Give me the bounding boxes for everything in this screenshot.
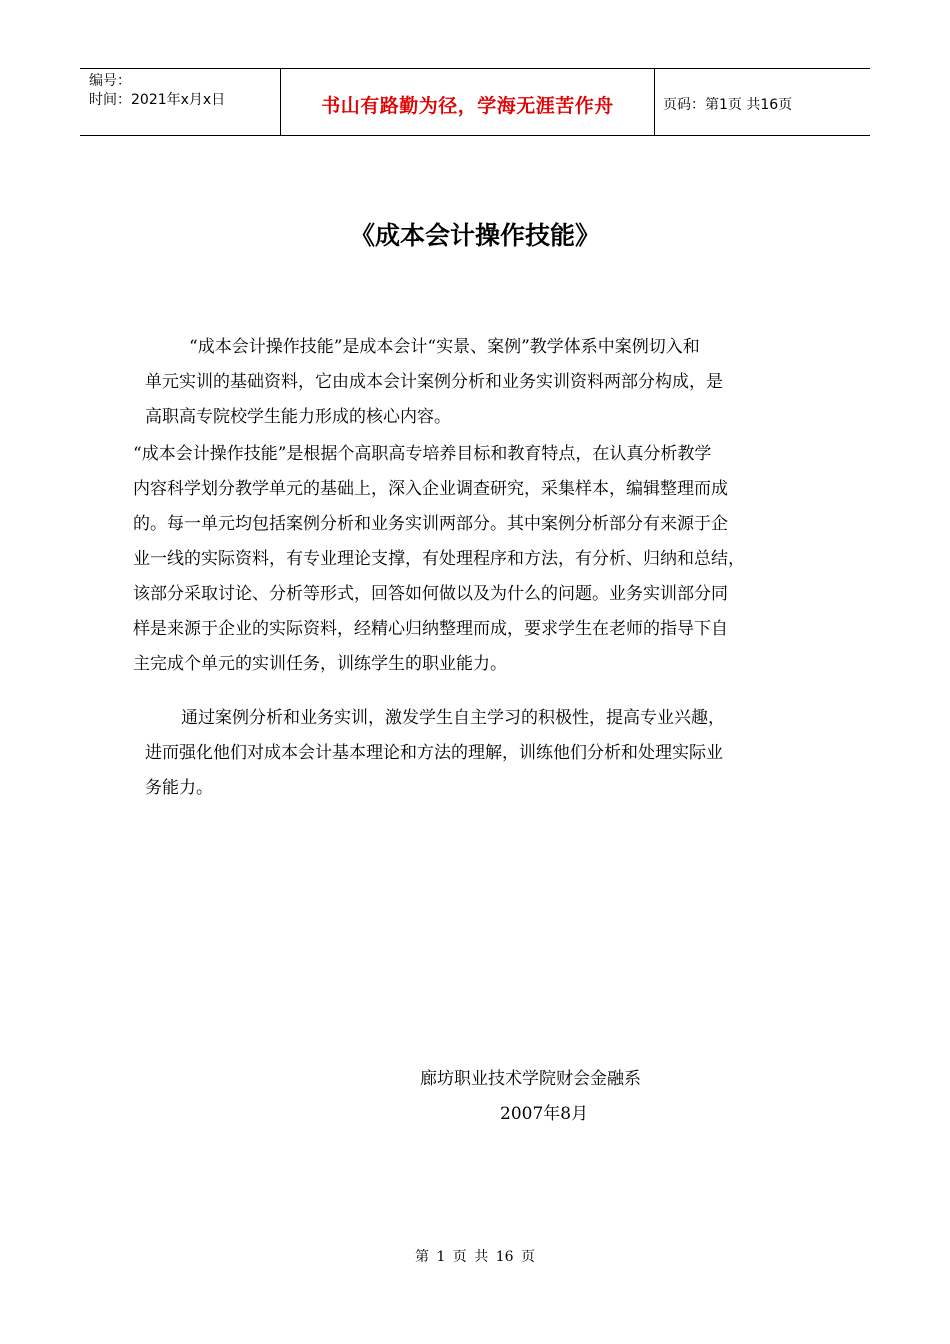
motto-text: 书山有路勤为径，学海无涯苦作舟 [321,94,614,117]
paragraph-line: 单元实训的基础资料，它由成本会计案例分析和业务实训资料两部分构成，是 [145,372,723,392]
paragraph-line: 进而强化他们对成本会计基本理论和方法的理解，训练他们分析和处理实际业 [145,743,723,763]
paragraph-line: “成本会计操作技能”是根据个高职高专培养目标和教育特点，在认真分析教学 [133,444,712,464]
paragraph-line: 高职高专院校学生能力形成的核心内容。 [145,407,451,427]
header-meta [80,69,281,135]
paragraph-line: “成本会计操作技能”是成本会计“实景、案例”教学体系中案例切入和 [189,337,700,357]
document-title: 《成本会计操作技能》 [349,221,600,250]
paragraph-line: 该部分采取讨论、分析等形式，回答如何做以及为什么的问题。业务实训部分同 [133,584,728,604]
serial-number-label: 编号： [89,73,131,89]
header-page-info [655,69,870,135]
signature-block [420,1062,641,1132]
paragraph-description [133,437,745,682]
paragraph-line: 内容科学划分教学单元的基础上，深入企业调查研究，采集样本，编辑整理而成 [133,479,728,499]
page-footer: 第 1 页 共 16 页 [415,1249,535,1265]
paragraph-intro [145,330,723,435]
signature-organization: 廊坊职业技术学院财会金融系 [420,1069,641,1089]
document-header [80,68,870,136]
paragraph-line: 样是来源于企业的实际资料，经精心归纳整理而成，要求学生在老师的指导下自 [133,619,728,639]
paragraph-line: 务能力。 [145,778,213,798]
paragraph-line: 业一线的实际资料，有专业理论支撑，有处理程序和方法，有分析、归纳和总结， [133,549,745,569]
signature-date: 2007年8月 [500,1104,589,1124]
header-motto-cell [281,69,655,135]
paragraph-line: 的。每一单元均包括案例分析和业务实训两部分。其中案例分析部分有来源于企 [133,514,728,534]
time-label: 时间：2021年x月x日 [89,92,226,108]
paragraph-line: 主完成个单元的实训任务，训练学生的职业能力。 [133,654,507,674]
page-info-text: 页码：第1页 共16页 [663,97,793,113]
paragraph-line: 通过案例分析和业务实训，激发学生自主学习的积极性，提高专业兴趣， [181,708,725,728]
paragraph-purpose [145,701,725,806]
